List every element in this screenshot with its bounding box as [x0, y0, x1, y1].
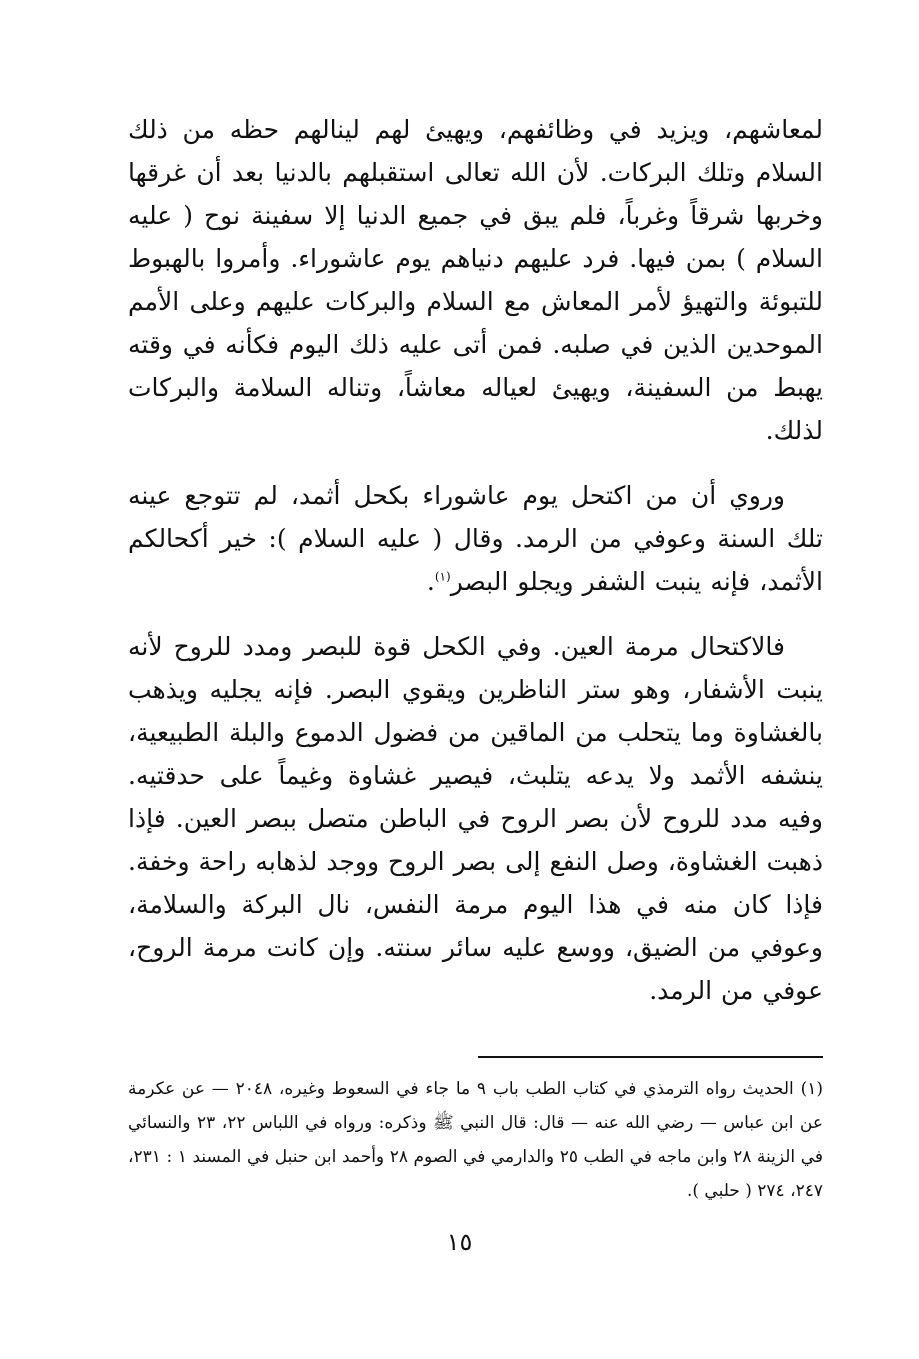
paragraph-2-text: وروي أن من اكتحل يوم عاشوراء بكحل أثمد، لم تتوجع عينه تلك السنة وعوفي من الرمد. وقال ( عليه السلام ): خير أكحالكم الأثمد، فإنه ينبت الشفر ويجلو البصر: [128, 481, 823, 596]
paragraph-3: فالاكتحال مرمة العين. وفي الكحل قوة للبصر ومدد للروح لأنه ينبت الأشفار، وهو ستر الناظرين ويقوي البصر. فإنه يجليه ويذهب بالغشاوة وما يتحلب من الماقين من فضول الدموع والبلة الطبيعية، ينشفه الأثمد ولا يدعه يتلبث، فيصير غشاوة وغيماً على حدقتيه. وفيه مدد للروح لأن بصر الروح في الباطن متصل ببصر العين. فإذا ذهبت الغشاوة، وصل النفع إلى بصر الروح ووجد لذهابه راحة وخفة. فإذا كان منه في هذا اليوم مرمة النفس، نال البركة والسلامة، وعوفي من الضيق، ووسع عليه سائر سنته. وإن كانت مرمة الروح، عوفي من الرمد.: [128, 632, 823, 1005]
paragraph-2: [128, 474, 823, 603]
footnote: (١) الحديث رواه الترمذي في كتاب الطب باب ٩ ما جاء في السعوط وغيره، ٢٠٤٨ — عن عكرمة عن ابن عباس — رضي الله عنه — قال: قال النبي ﷺ وذكره: ورواه في اللباس ٢٢، ٢٣ والنسائي في الزينة ٢٨ وابن ماجه في الطب ٢٥ والدارمي في الصوم ٢٨ وأحمد ابن حنبل في المسند ١ : ٢٣١، ٢٤٧، ٢٧٤ ( حلبي ).: [128, 1079, 824, 1201]
paragraph-2-end: .: [426, 567, 435, 596]
paragraph-1: لمعاشهم، ويزيد في وظائفهم، ويهيئ لهم لينالهم حظه من ذلك السلام وتلك البركات. لأن الله تعالى استقبلهم بالدنيا بعد أن غرقها وخربها شرقاً وغرباً، فلم يبق في جميع الدنيا إلا سفينة نوح ( عليه السلام ) بمن فيها. فرد عليهم دنياهم يوم عاشوراء. وأمروا بالهبوط للتبوئة والتهيؤ لأمر المعاش مع السلام والبركات عليهم وعلى الأمم الموحدين الذين في صلبه. فمن أتى عليه ذلك اليوم فكأنه في وقته يهبط من السفينة، ويهيئ لعياله معاشاً، وتناله السلامة والبركات لذلك.: [128, 115, 823, 445]
footnote-marker: (١): [434, 569, 451, 584]
main-text: [128, 108, 823, 1012]
page-number: ١٥: [446, 1228, 473, 1256]
footnote-separator: [478, 1056, 823, 1058]
